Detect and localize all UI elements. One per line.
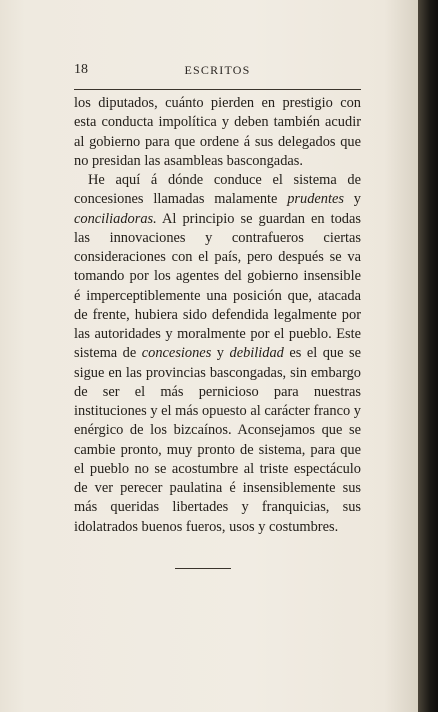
header-rule <box>74 89 361 90</box>
paragraph-1: los diputados, cuánto pierden en prestigio con esta conducta impolítica y deben también acudir al gobierno para que ordene á sus delegados que no presidan las asambleas bascongadas. <box>74 95 361 169</box>
paragraph-2-text: Al principio se guardan en todas las innovaciones y contrafueros ciertas consideraciones con el país, pero después se va tomando por los agentes del gobierno insensible é imperceptiblemente una posición que, atacada de frente, hubiera sido defendida legalmente por las autoridades y moralmente por el pueblo. Este sistema de <box>74 210 361 362</box>
running-head <box>74 62 361 82</box>
italic-term: conciliadoras. <box>74 210 157 227</box>
paragraph-2 <box>74 171 361 537</box>
paragraph-2-text: He aquí á dónde conduce el sistema de concesiones llamadas malamente <box>74 172 361 208</box>
paragraph-2-text: es el que se sigue en las provincias bascongadas, sin embargo de ser el más pernicioso para nuestras instituciones y el más opuesto al carácter franco y enérgico de los bizcaínos. Aconsejamos que se cambie pronto, muy pronto de sistema, para que el pueblo no se acostumbre al triste espectáculo de ver perecer paulatina é insensiblemente sus más queridas libertades y franquicias, sus idolatrados buenos fueros, usos y costumbres. <box>74 345 362 535</box>
body-text <box>74 94 361 537</box>
italic-term: debilidad <box>229 345 284 362</box>
paragraph-2-text: y <box>211 345 230 362</box>
running-title: ESCRITOS <box>184 63 251 77</box>
section-end-rule <box>175 568 231 569</box>
italic-term: concesiones <box>141 345 212 362</box>
page-number: 18 <box>74 62 88 77</box>
page-edge <box>418 0 438 712</box>
italic-term: prudentes <box>287 191 344 208</box>
paragraph-2-text: y <box>343 191 361 208</box>
